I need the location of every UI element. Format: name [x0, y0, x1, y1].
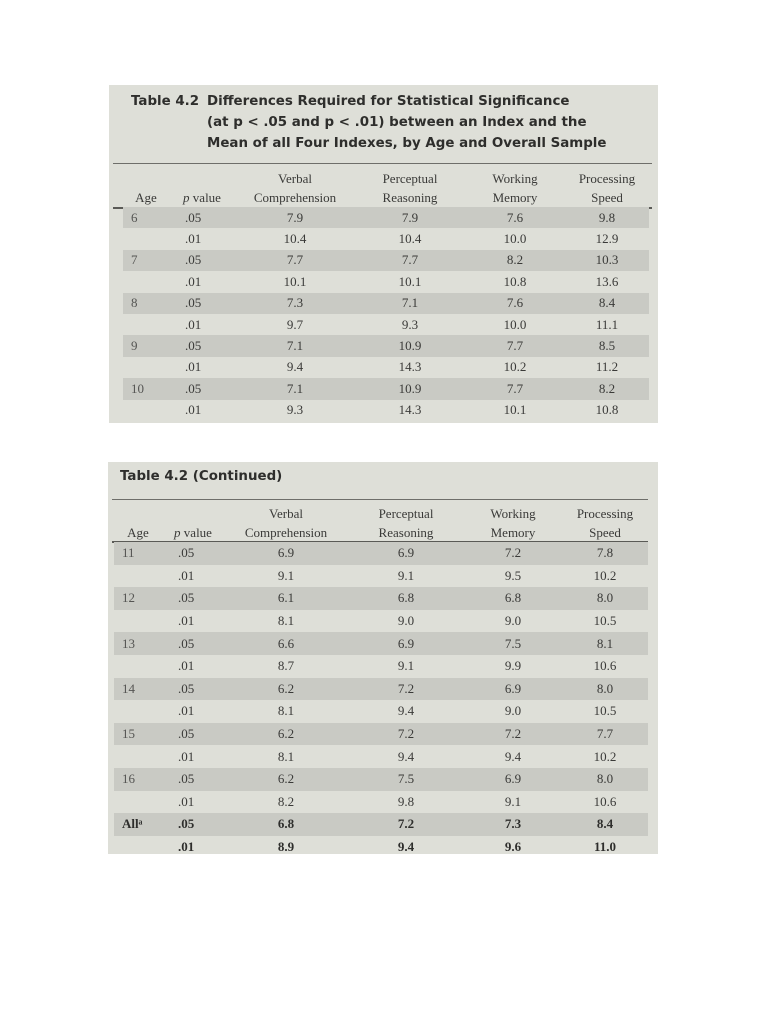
table-row: [123, 335, 649, 356]
cell-age: 16: [114, 768, 162, 791]
table-row: [123, 228, 649, 249]
cell-p-value: .05: [162, 587, 224, 610]
cell-working-memory: 7.6: [465, 293, 565, 314]
cell-working-memory: 6.8: [464, 587, 562, 610]
cell-working-memory: 10.1: [503, 402, 527, 418]
col-header-processing-speed: Processing Speed: [576, 506, 634, 540]
table-row: [114, 632, 648, 655]
cell-perceptual-reasoning: 7.2: [348, 723, 464, 746]
table-row: [114, 768, 648, 791]
table-title-line-1: Differences Required for Statistical Significance: [207, 94, 570, 109]
cell-processing-speed: 8.0: [562, 768, 648, 791]
cell-age: [114, 836, 162, 859]
cell-age: [123, 314, 169, 335]
table-row: [114, 565, 648, 588]
col-header-p-value: p value: [183, 190, 221, 205]
cell-p-value: .01: [185, 231, 202, 247]
header-row: [123, 166, 649, 207]
cell-processing-speed: 8.5: [565, 335, 649, 356]
cell-processing-speed: 10.5: [593, 613, 617, 629]
cell-working-memory: 9.1: [504, 793, 522, 809]
cell-processing-speed: 10.2: [593, 748, 617, 764]
cell-processing-speed: 12.9: [595, 231, 619, 247]
cell-processing-speed: 10.3: [565, 250, 649, 271]
table-row: [123, 378, 649, 399]
significance-table-continued: [114, 501, 648, 858]
cell-processing-speed: 10.6: [593, 793, 617, 809]
table-row: [123, 250, 649, 271]
table-title: [131, 91, 651, 154]
cell-perceptual-reasoning: 9.4: [397, 839, 415, 855]
cell-p-value: .01: [185, 402, 202, 418]
cell-perceptual-reasoning: 10.9: [355, 335, 465, 356]
cell-perceptual-reasoning: 9.1: [397, 567, 415, 583]
table-row: [123, 314, 649, 335]
cell-working-memory: 7.2: [464, 542, 562, 565]
table-title-line-3: Mean of all Four Indexes, by Age and Overall Sample: [207, 136, 607, 151]
cell-p-value: .01: [185, 359, 202, 375]
cell-age: 11: [114, 542, 162, 565]
cell-perceptual-reasoning: 10.4: [398, 231, 422, 247]
cell-perceptual-reasoning: 10.9: [355, 378, 465, 399]
cell-perceptual-reasoning: 9.1: [397, 658, 415, 674]
cell-perceptual-reasoning: 9.3: [401, 316, 419, 332]
cell-age: 10: [123, 378, 169, 399]
cell-age: 7: [123, 250, 169, 271]
cell-age: [123, 271, 169, 292]
cell-p-value: .05: [169, 250, 235, 271]
cell-age: [123, 357, 169, 378]
cell-age: 9: [123, 335, 169, 356]
cell-age: [114, 700, 162, 723]
table-photo-main: [109, 85, 658, 423]
col-header-verbal-comprehension: Verbal Comprehension: [244, 506, 328, 540]
cell-p-value: .05: [162, 813, 224, 836]
table-row: [114, 791, 648, 814]
cell-processing-speed: 8.0: [562, 587, 648, 610]
cell-age: [123, 400, 169, 421]
cell-working-memory: 7.7: [465, 378, 565, 399]
cell-verbal-comprehension: 9.7: [286, 316, 304, 332]
table-row: [123, 400, 649, 421]
cell-processing-speed: 11.2: [595, 359, 619, 375]
cell-perceptual-reasoning: 14.3: [398, 402, 422, 418]
cell-processing-speed: 10.8: [595, 402, 619, 418]
cell-verbal-comprehension: 7.7: [235, 250, 355, 271]
cell-age: 14: [114, 678, 162, 701]
table-photo-continued: [108, 462, 658, 854]
top-rule: [113, 163, 652, 164]
cell-processing-speed: 8.0: [562, 678, 648, 701]
cell-verbal-comprehension: 6.2: [224, 768, 348, 791]
col-header-age: Age: [127, 525, 149, 540]
cell-working-memory: 10.0: [503, 316, 527, 332]
cell-age: [114, 655, 162, 678]
cell-working-memory: 6.9: [464, 678, 562, 701]
cell-processing-speed: 8.2: [565, 378, 649, 399]
cell-processing-speed: 10.6: [593, 658, 617, 674]
table-row: [114, 700, 648, 723]
cell-verbal-comprehension: 8.1: [277, 613, 295, 629]
cell-verbal-comprehension: 7.1: [235, 335, 355, 356]
cell-perceptual-reasoning: 6.9: [348, 632, 464, 655]
header-row: [114, 501, 648, 542]
cell-verbal-comprehension: 10.4: [283, 231, 307, 247]
cell-working-memory: 10.8: [503, 273, 527, 289]
cell-verbal-comprehension: 6.9: [224, 542, 348, 565]
cell-working-memory: 6.9: [464, 768, 562, 791]
table-row: [123, 207, 649, 228]
cell-age: 15: [114, 723, 162, 746]
cell-p-value: .01: [185, 316, 202, 332]
cell-p-value: .05: [169, 207, 235, 228]
cell-working-memory: 9.9: [504, 658, 522, 674]
table-row: [114, 723, 648, 746]
table-row: [114, 813, 648, 836]
cell-age: 8: [123, 293, 169, 314]
col-header-age: Age: [135, 190, 157, 205]
cell-age: [114, 610, 162, 633]
cell-working-memory: 10.0: [503, 231, 527, 247]
table-row: [114, 745, 648, 768]
cell-perceptual-reasoning: 9.4: [397, 703, 415, 719]
cell-verbal-comprehension: 8.1: [277, 748, 295, 764]
significance-table: [123, 166, 649, 421]
cell-working-memory: 9.4: [504, 748, 522, 764]
cell-perceptual-reasoning: 7.1: [355, 293, 465, 314]
cell-perceptual-reasoning: 7.9: [355, 207, 465, 228]
table-label: Table 4.2: [131, 94, 200, 109]
cell-processing-speed: 7.7: [562, 723, 648, 746]
cell-p-value: .05: [162, 632, 224, 655]
cell-processing-speed: 7.8: [562, 542, 648, 565]
cell-p-value: .01: [178, 567, 195, 583]
cell-age: 13: [114, 632, 162, 655]
cell-p-value: .05: [162, 542, 224, 565]
table-title-continued: Table 4.2 (Continued): [120, 469, 283, 484]
cell-age: [114, 565, 162, 588]
cell-verbal-comprehension: 8.1: [277, 703, 295, 719]
col-header-working-memory: Working Memory: [492, 171, 538, 205]
top-rule: [112, 499, 648, 500]
cell-p-value: .05: [169, 293, 235, 314]
cell-verbal-comprehension: 8.7: [277, 658, 295, 674]
cell-working-memory: 8.2: [465, 250, 565, 271]
cell-verbal-comprehension: 6.2: [224, 723, 348, 746]
cell-perceptual-reasoning: 10.1: [398, 273, 422, 289]
cell-age: 6: [123, 207, 169, 228]
cell-age: [114, 791, 162, 814]
table-row: [114, 542, 648, 565]
cell-perceptual-reasoning: 9.4: [397, 748, 415, 764]
cell-verbal-comprehension: 9.3: [286, 402, 304, 418]
cell-p-value: .05: [169, 335, 235, 356]
cell-age: [123, 228, 169, 249]
cell-verbal-comprehension: 8.9: [277, 839, 295, 855]
cell-verbal-comprehension: 7.1: [235, 378, 355, 399]
cell-perceptual-reasoning: 14.3: [398, 359, 422, 375]
cell-working-memory: 9.0: [504, 613, 522, 629]
table-title-line-2: (at p < .05 and p < .01) between an Index and the: [207, 115, 587, 130]
cell-perceptual-reasoning: 9.8: [397, 793, 415, 809]
cell-working-memory: 7.2: [464, 723, 562, 746]
col-header-working-memory: Working Memory: [490, 506, 536, 540]
cell-perceptual-reasoning: 7.5: [348, 768, 464, 791]
col-header-perceptual-reasoning: Perceptual Reasoning: [378, 506, 434, 540]
cell-p-value: .05: [162, 678, 224, 701]
cell-p-value: .01: [178, 793, 195, 809]
cell-p-value: .01: [178, 748, 195, 764]
cell-working-memory: 7.6: [465, 207, 565, 228]
table-row: [114, 655, 648, 678]
table-row: [114, 610, 648, 633]
cell-working-memory: 9.0: [504, 703, 522, 719]
cell-verbal-comprehension: 7.9: [235, 207, 355, 228]
cell-verbal-comprehension: 9.1: [277, 567, 295, 583]
col-header-verbal-comprehension: Verbal Comprehension: [253, 171, 337, 205]
cell-processing-speed: 13.6: [595, 273, 619, 289]
table-row: [123, 357, 649, 378]
cell-processing-speed: 10.2: [593, 567, 617, 583]
cell-processing-speed: 8.4: [562, 813, 648, 836]
cell-processing-speed: 11.1: [595, 316, 619, 332]
col-header-processing-speed: Processing Speed: [578, 171, 636, 205]
cell-processing-speed: 10.5: [593, 703, 617, 719]
cell-p-value: .01: [178, 658, 195, 674]
cell-p-value: .05: [169, 378, 235, 399]
cell-perceptual-reasoning: 7.2: [348, 678, 464, 701]
cell-p-value: .01: [178, 703, 195, 719]
table-row: [123, 271, 649, 292]
cell-working-memory: 9.5: [504, 567, 522, 583]
cell-verbal-comprehension: 6.1: [224, 587, 348, 610]
cell-working-memory: 7.7: [465, 335, 565, 356]
cell-perceptual-reasoning: 9.0: [397, 613, 415, 629]
cell-verbal-comprehension: 9.4: [286, 359, 304, 375]
cell-age: [114, 745, 162, 768]
cell-verbal-comprehension: 6.6: [224, 632, 348, 655]
cell-verbal-comprehension: 6.2: [224, 678, 348, 701]
cell-p-value: .01: [178, 613, 195, 629]
table-row: [114, 678, 648, 701]
table-row: [123, 293, 649, 314]
table-row: [114, 587, 648, 610]
col-header-perceptual-reasoning: Perceptual Reasoning: [382, 171, 438, 205]
cell-p-value: .01: [178, 839, 195, 855]
cell-perceptual-reasoning: 7.7: [355, 250, 465, 271]
cell-working-memory: 9.6: [504, 839, 522, 855]
cell-verbal-comprehension: 7.3: [235, 293, 355, 314]
cell-verbal-comprehension: 10.1: [283, 273, 307, 289]
cell-working-memory: 10.2: [503, 359, 527, 375]
cell-perceptual-reasoning: 6.8: [348, 587, 464, 610]
cell-verbal-comprehension: 6.8: [224, 813, 348, 836]
cell-age: 12: [114, 587, 162, 610]
cell-perceptual-reasoning: 7.2: [348, 813, 464, 836]
cell-working-memory: 7.3: [464, 813, 562, 836]
cell-verbal-comprehension: 8.2: [277, 793, 295, 809]
cell-age: Allᵃ: [114, 813, 162, 836]
cell-processing-speed: 8.4: [565, 293, 649, 314]
cell-processing-speed: 9.8: [565, 207, 649, 228]
cell-processing-speed: 8.1: [562, 632, 648, 655]
cell-perceptual-reasoning: 6.9: [348, 542, 464, 565]
col-header-p-value: p value: [174, 525, 212, 540]
cell-processing-speed: 11.0: [593, 839, 617, 855]
cell-p-value: .05: [162, 723, 224, 746]
cell-p-value: .01: [185, 273, 202, 289]
table-row: [114, 836, 648, 859]
cell-working-memory: 7.5: [464, 632, 562, 655]
cell-p-value: .05: [162, 768, 224, 791]
